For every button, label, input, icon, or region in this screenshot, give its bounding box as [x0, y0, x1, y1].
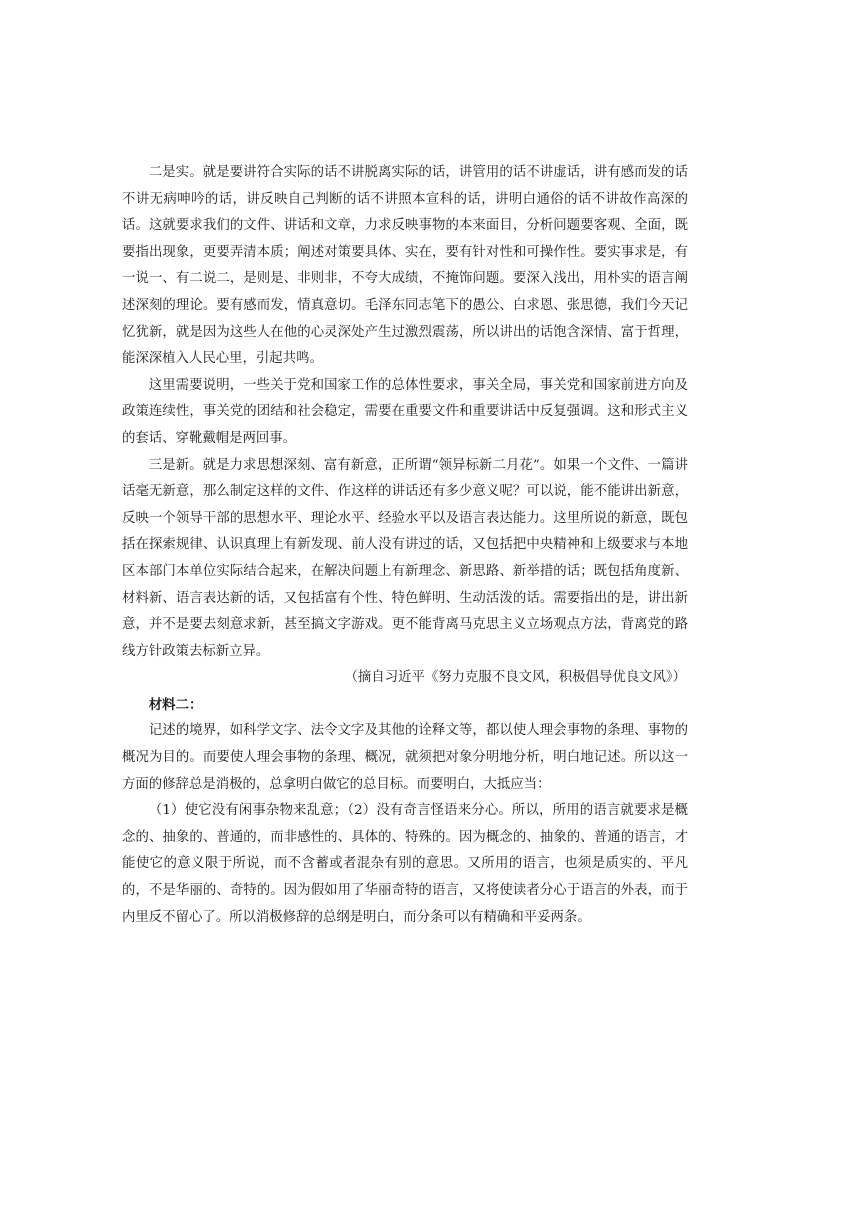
source-citation: （摘自习近平《努力克服不良文风，积极倡导优良文风》）	[344, 670, 686, 686]
document-body	[122, 160, 688, 931]
material-two-paragraph-2: （1）使它没有闲事杂物来乱意；（2）没有奇言怪语来分心。所以，所用的语言就要求是概念的、抽象的、普通的，而非感性的、具体的、特殊的。因为概念的、抽象的、普通的语言，才能使它的意义限于所说，而不含蓄或者混杂有别的意思。又所用的语言，也须是质实的、平凡的，不是华丽的、奇特的。因为假如用了华丽奇特的语言，又将使读者分心于语言的外表，而于内里反不留心了。所以消极修辞的总纲是明白，而分条可以有精确和平妥两条。	[122, 803, 688, 925]
paragraph-note: 这里需要说明，一些关于党和国家工作的总体性要求，事关全局，事关党和国家前进方向及政策连续性，事关党的团结和社会稳定，需要在重要文件和重要讲话中反复强调。这和形式主义的套话、穿靴戴帽是两回事。	[122, 377, 688, 446]
material-two-heading: 材料二：	[148, 696, 203, 713]
material-two-paragraph-1: 记述的境界，如科学文字、法令文字及其他的诠释文等，都以使人理会事物的条理、事物的概况为目的。而要使人理会事物的条理、概况，就须把对象分明地分析，明白地记述。所以这一方面的修辞总是消极的，总拿明白做它的总目标。而要明白，大抵应当：	[122, 723, 688, 792]
paragraph-xin: 三是新。就是力求思想深刻、富有新意，正所谓“领异标新二月花”。如果一个文件、一篇讲话毫无新意，那么制定这样的文件、作这样的讲话还有多少意义呢？可以说，能不能讲出新意，反映一个领导干部的思想水平、理论水平、经验水平以及语言表达能力。这里所说的新意，既包括在探索规律、认识真理上有新发现、前人没有讲过的话，又包括把中央精神和上级要求与本地区本部门本单位实际结合起来，在解决问题上有新理念、新思路、新举措的话；既包括角度新、材料新、语言表达新的话，又包括富有个性、特色鲜明、生动活泼的话。需要指出的是，讲出新意，并不是要去刻意求新，甚至搞文字游戏。更不能背离马克思主义立场观点方法，背离党的路线方针政策去标新立异。	[122, 457, 688, 659]
paragraph-shi: 二是实。就是要讲符合实际的话不讲脱离实际的话，讲管用的话不讲虚话，讲有感而发的话不讲无病呻吟的话，讲反映自己判断的话不讲照本宣科的话，讲明白通俗的话不讲故作高深的话。这就要求我们的文件、讲话和文章，力求反映事物的本来面目，分析问题要客观、全面，既要指出现象，更要弄清本质；阐述对策要具体、实在，要有针对性和可操作性。要实事求是，有一说一、有二说二，是则是、非则非，不夸大成绩，不掩饰问题。要深入浅出，用朴实的语言阐述深刻的理论。要有感而发，情真意切。毛泽东同志笔下的愚公、白求恩、张思德，我们今天记忆犹新，就是因为这些人在他的心灵深处产生过激烈震荡，所以讲出的话饱含深情、富于哲理，能深深植入人民心里，引起共鸣。	[122, 165, 688, 367]
